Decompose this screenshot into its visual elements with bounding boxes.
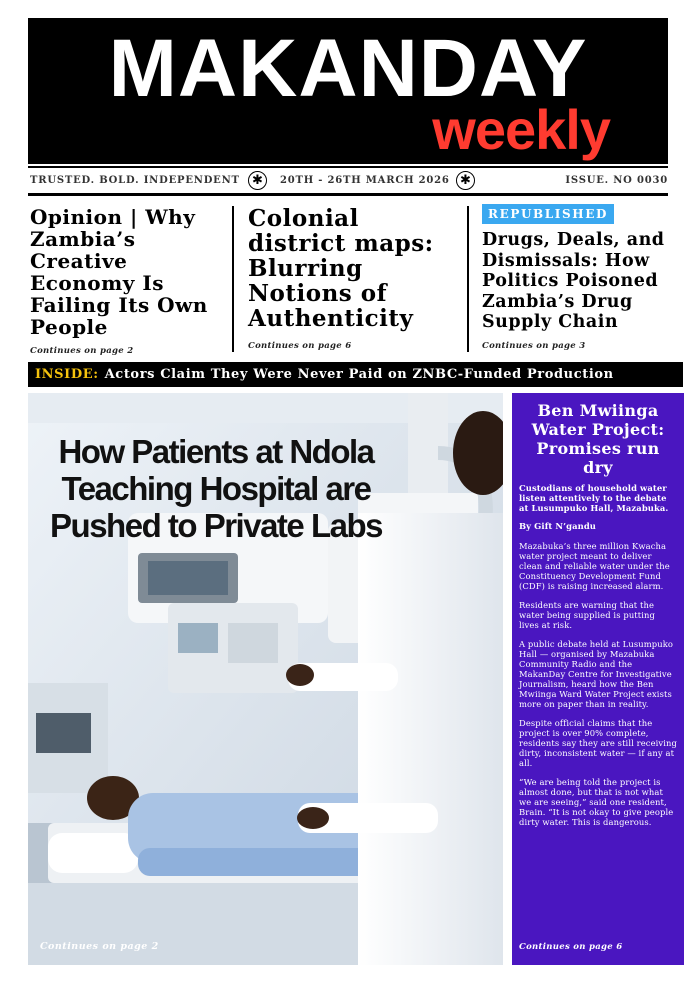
sidebar-story[interactable]	[512, 393, 684, 965]
sidebar-paragraph: A public debate held at Lusumpuko Hall — organised by Mazabuka Community Radio and the MakanDay Centre for Investigative Journalism, heard how the Ben Mwiinga Ward Water Project exists more on paper than in reality.	[519, 639, 674, 709]
story-headline[interactable]: Drugs, Deals, and Dismissals: How Politics Poisoned Zambia’s Drug Supply Chain	[482, 230, 665, 332]
column-divider	[467, 206, 469, 352]
inside-headline[interactable]: Actors Claim They Were Never Paid on ZNBC-Funded Production	[104, 367, 614, 382]
issue-dates: 20TH - 26TH MARCH 2026	[280, 175, 450, 186]
story-drug-supply[interactable]	[482, 203, 682, 333]
feature-headline[interactable]: How Patients at Ndola Teaching Hospital are Pushed to Private Labs	[50, 433, 382, 544]
inside-label: INSIDE:	[35, 367, 99, 382]
sidebar-paragraph: Residents are warning that the water being supplied is putting lives at risk.	[519, 600, 655, 630]
sidebar-paragraph: Despite official claims that the project is over 90% complete, residents say they are still receiving dirty, inconsistent water — if any at all.	[519, 718, 677, 768]
story-colonial-maps[interactable]	[248, 206, 460, 331]
continues-note: Continues on page 6	[519, 942, 623, 952]
asterisk-icon: ✱	[456, 171, 475, 190]
masthead	[28, 18, 668, 164]
continues-note: Continues on page 2	[30, 346, 134, 356]
inside-banner[interactable]	[28, 362, 683, 387]
continues-note: Continues on page 3	[482, 341, 586, 351]
issue-number: ISSUE. NO 0030	[565, 175, 668, 186]
continues-note: Continues on page 6	[248, 341, 352, 351]
asterisk-icon: ✱	[248, 171, 267, 190]
column-divider	[232, 206, 234, 352]
info-bar	[28, 166, 668, 196]
sidebar-paragraph: Mazabuka’s three million Kwacha water project meant to deliver clean and reliable water under the Constituency Development Fund (CDF) is raising increased alarm.	[519, 541, 670, 591]
story-headline[interactable]: Colonial district maps: Blurring Notions of Authenticity	[248, 205, 434, 332]
masthead-title: MAKANDAY	[108, 23, 588, 114]
continues-note: Continues on page 2	[40, 941, 159, 952]
story-opinion[interactable]	[30, 206, 226, 338]
sidebar-byline: By Gift N’gandu	[519, 521, 596, 531]
masthead-subtitle: weekly	[432, 98, 610, 161]
tagline: TRUSTED. BOLD. INDEPENDENT	[30, 175, 240, 186]
story-headline[interactable]: Opinion | Why Zambia’s Creative Economy Is Failing Its Own People	[30, 205, 208, 339]
sidebar-caption: Custodians of household water listen attentively to the debate at Lusumpuko Hall, Mazabuka.	[519, 483, 669, 513]
sidebar-paragraph: “We are being told the project is almost done, but that is not what we are seeing,” said one resident, Brain. “It is not okay to give people dirty water. This is dangerous.	[519, 777, 674, 827]
republished-badge: REPUBLISHED	[482, 204, 614, 224]
sidebar-title[interactable]: Ben Mwiinga Water Project: Promises run dry	[531, 401, 665, 477]
feature-photo[interactable]	[28, 393, 503, 965]
